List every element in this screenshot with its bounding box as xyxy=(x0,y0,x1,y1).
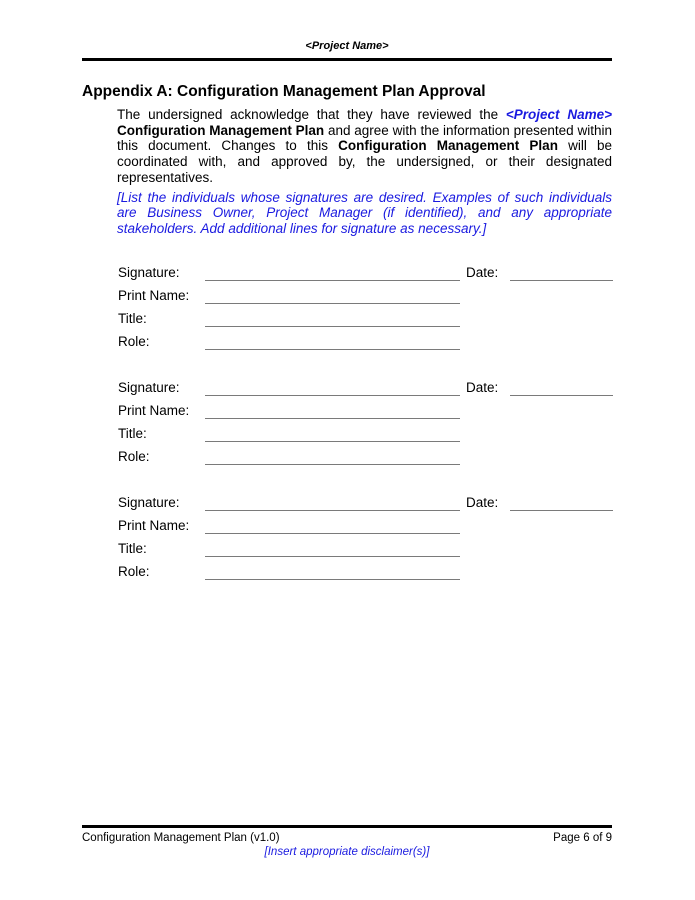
print-name-label: Print Name: xyxy=(118,287,190,303)
title-row xyxy=(0,308,695,331)
date-line xyxy=(510,510,613,511)
signature-line xyxy=(205,280,460,281)
signature-row xyxy=(0,377,695,400)
signature-label: Signature: xyxy=(118,494,180,510)
signature-line xyxy=(205,510,460,511)
intro-text-1: The undersigned acknowledge that they have reviewed the xyxy=(117,107,506,122)
page-footer xyxy=(82,825,612,858)
role-line xyxy=(205,579,460,580)
role-row xyxy=(0,561,695,584)
instruction-paragraph: [List the individuals whose signatures are desired. Examples of such individuals are Business Owner, Project Manager (if identified), and any appropriate stakeholders. Add additional lines for signature as necessary.] xyxy=(117,189,612,236)
title-label: Title: xyxy=(118,310,147,326)
role-row xyxy=(0,446,695,469)
role-label: Role: xyxy=(118,448,150,464)
signature-block-3 xyxy=(0,492,695,584)
title-label: Title: xyxy=(118,540,147,556)
title-line xyxy=(205,326,460,327)
signature-label: Signature: xyxy=(118,379,180,395)
title-line xyxy=(205,556,460,557)
signature-area xyxy=(0,262,695,584)
intro-bold-2: Configuration Management Plan xyxy=(338,138,569,154)
print-name-line xyxy=(205,303,460,304)
intro-paragraph xyxy=(117,107,612,186)
footer-row xyxy=(82,832,612,844)
role-line xyxy=(205,349,460,350)
signature-label: Signature: xyxy=(118,264,180,280)
signature-row xyxy=(0,492,695,515)
date-line xyxy=(510,280,613,281)
footer-page-number: Page 6 of 9 xyxy=(553,832,612,844)
title-row xyxy=(0,423,695,446)
page-header xyxy=(82,0,612,61)
footer-doc-name: Configuration Management Plan (v1.0) xyxy=(82,832,280,844)
signature-block-2 xyxy=(0,377,695,469)
date-line xyxy=(510,395,613,396)
print-name-label: Print Name: xyxy=(118,517,190,533)
print-name-row xyxy=(0,515,695,538)
page-title: Appendix A: Configuration Management Plan Approval xyxy=(82,83,486,100)
role-line xyxy=(205,464,460,465)
date-label: Date: xyxy=(466,264,499,280)
intro-text-3: will be coordinated with, and approved by, the undersigned, or their designated representatives. xyxy=(117,138,613,185)
title-row xyxy=(0,538,695,561)
print-name-line xyxy=(205,533,460,534)
project-name-placeholder: <Project Name> xyxy=(505,107,612,122)
role-label: Role: xyxy=(118,563,150,579)
title-line xyxy=(205,441,460,442)
print-name-line xyxy=(205,418,460,419)
signature-line xyxy=(205,395,460,396)
date-label: Date: xyxy=(466,379,499,395)
date-label: Date: xyxy=(466,494,499,510)
title-label: Title: xyxy=(118,425,147,441)
signature-row xyxy=(0,262,695,285)
signature-block-1 xyxy=(0,262,695,354)
footer-disclaimer: [Insert appropriate disclaimer(s)] xyxy=(264,846,430,858)
header-project-name: <Project Name> xyxy=(305,40,389,52)
role-row xyxy=(0,331,695,354)
print-name-row xyxy=(0,285,695,308)
print-name-label: Print Name: xyxy=(118,402,190,418)
intro-bold-1: Configuration Management Plan xyxy=(117,122,328,138)
intro-text-2: and agree with the information presented within this document. Changes to this xyxy=(117,122,612,154)
role-label: Role: xyxy=(118,333,150,349)
print-name-row xyxy=(0,400,695,423)
